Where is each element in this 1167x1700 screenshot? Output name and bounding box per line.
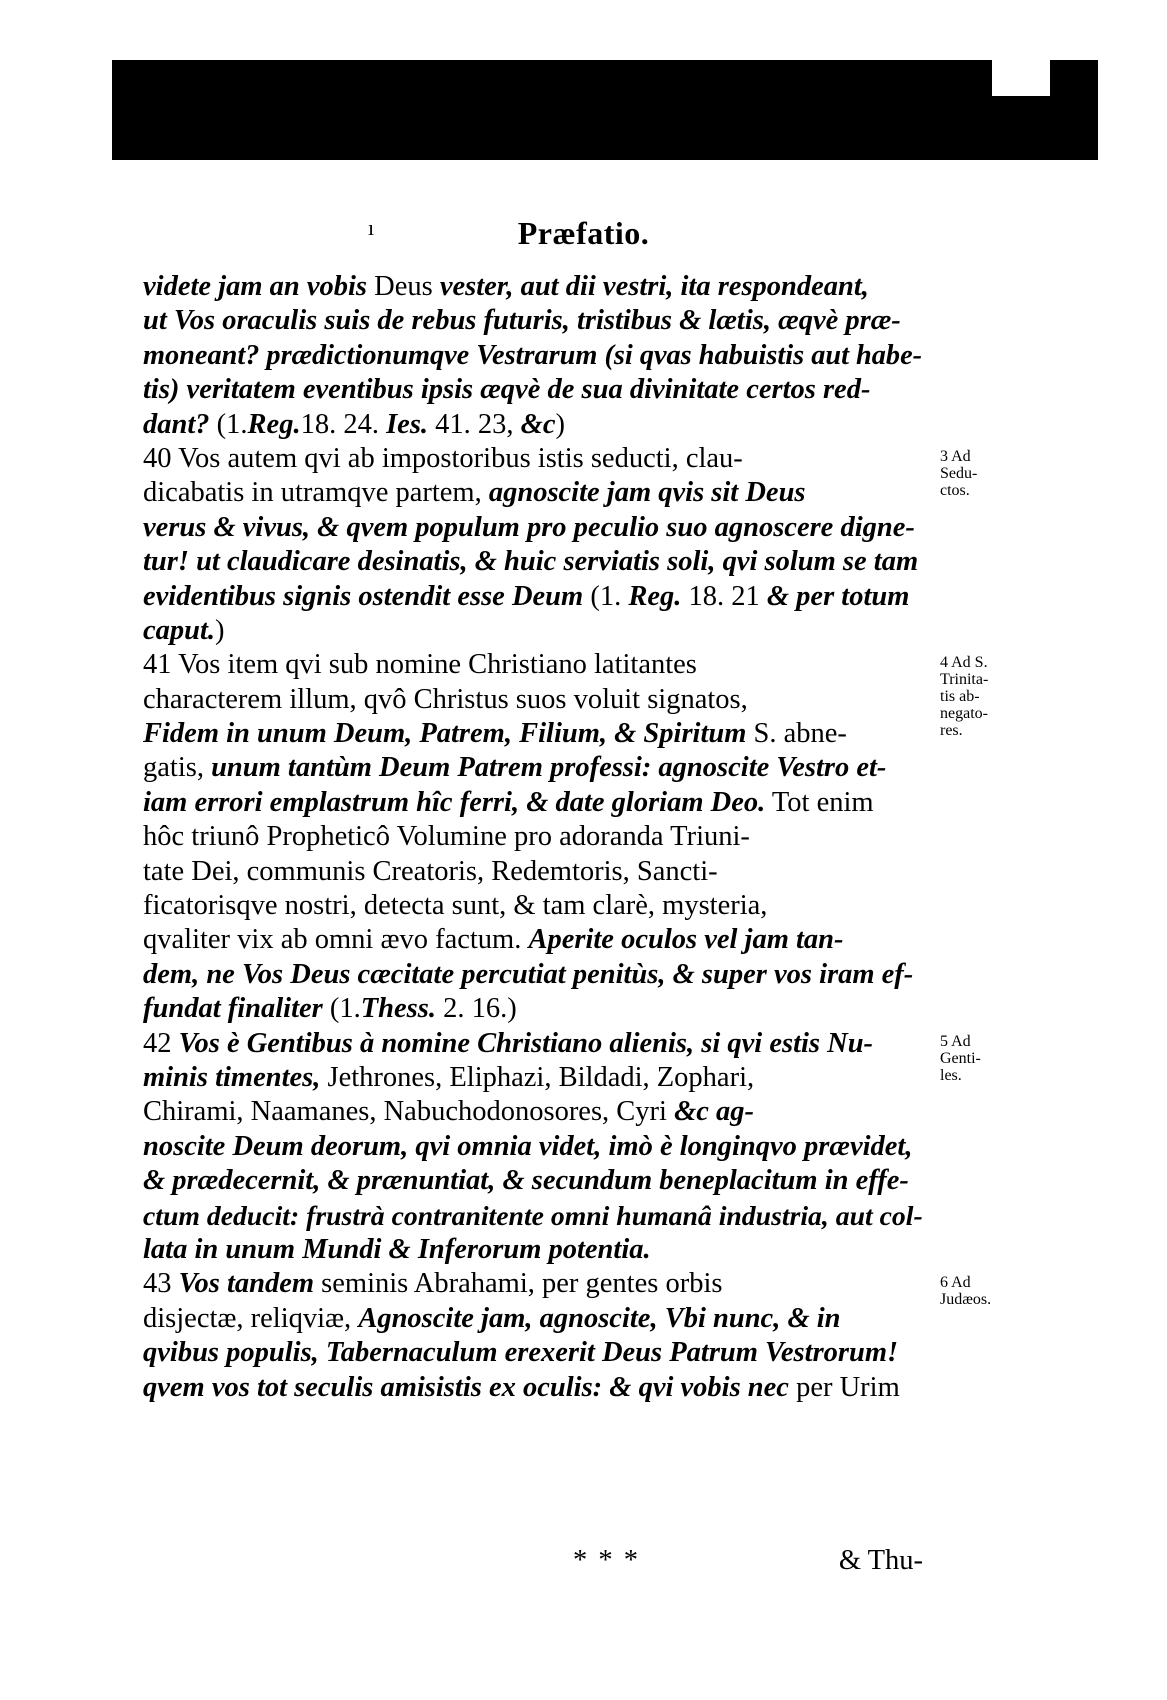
marginal-note (940, 448, 1010, 499)
text-line (143, 855, 923, 889)
text-segment: per Urim (788, 1371, 900, 1403)
text-segment: Thess. (360, 993, 436, 1025)
text-line (143, 1233, 923, 1267)
text-segment: vester, aut dii vestri, ita respondeant, (432, 271, 869, 302)
text-segment: videte jam an vobis (143, 271, 375, 302)
text-line (143, 545, 923, 579)
text-segment: Vos tandem (178, 1268, 315, 1300)
text-segment: (1. (590, 580, 629, 612)
text-segment: minis timentes, (143, 1061, 328, 1093)
text-segment: 43 (143, 1268, 179, 1300)
text-line (143, 889, 923, 923)
marginal-note-line: ctos. (940, 482, 970, 499)
text-segment: evidentibus signis ostendit esse Deum (143, 580, 591, 612)
marginal-note-line: res. (940, 722, 963, 740)
marginal-note-line: Sedu- (940, 465, 978, 482)
marginal-note-line: 4 Ad S. (940, 654, 988, 672)
marginal-note-line: 6 Ad (940, 1273, 971, 1291)
text-segment: qvaliter vix ab omni ævo factum. (143, 924, 529, 956)
text-line (143, 958, 923, 992)
text-line (143, 1199, 923, 1233)
text-segment: hôc triunô Propheticô Volumine pro adoranda Triuni- (143, 821, 750, 853)
marginal-note-line: Trinita- (940, 671, 989, 689)
running-head-mark: ı (368, 215, 375, 240)
text-segment: ficatorisqve nostri, detecta sunt, & tam clarè, mysteria, (143, 890, 768, 922)
text-segment: 18. 24. (300, 408, 387, 440)
marginal-note-line: 3 Ad (940, 448, 971, 465)
text-segment: Agnoscite jam, agnoscite, Vbi nunc, & in (358, 1302, 841, 1334)
text-segment: &c (520, 408, 556, 440)
text-segment: Vos è Gentibus à nomine Christiano alienis, si qvi estis Nu- (178, 1027, 874, 1059)
text-segment: 18. 21 (681, 580, 767, 612)
text-line (143, 476, 923, 510)
main-text (143, 270, 923, 1405)
text-segment: lata in unum Mundi & Inferorum potentia. (143, 1233, 651, 1265)
text-segment: gatis, (143, 752, 212, 784)
text-segment: Deus (374, 271, 433, 302)
text-line (143, 820, 923, 854)
page-title: Præfatio. (517, 215, 650, 251)
text-segment: seminis Abrahami, per gentes orbis (314, 1268, 723, 1300)
marginal-note (940, 654, 1010, 739)
page-footer (143, 1545, 923, 1579)
text-segment: tur! ut claudicare desinatis, & huic serviatis soli, qvi solum se tam (143, 546, 919, 578)
text-segment: Fidem in unum Deum, Patrem, Filium, & Spiritum (143, 718, 747, 750)
text-segment: tate Dei, communis Creatoris, Redemtoris, Sancti- (143, 855, 718, 887)
text-line (143, 1267, 923, 1301)
text-segment: dem, ne Vos Deus cæcitate percutiat penitùs, & super vos iram ef- (143, 958, 914, 990)
marginal-note-line: Judæos. (940, 1290, 992, 1308)
marginal-note (940, 1033, 1010, 1084)
text-segment: fundat finaliter (143, 993, 330, 1025)
text-line (143, 992, 923, 1026)
text-line (143, 373, 923, 407)
text-segment: & prædecernit, & prænuntiat, & secundum beneplacitum in effe- (143, 1165, 909, 1197)
text-segment: Chirami, Naamanes, Nabuchodonosores, Cyri (143, 1096, 675, 1128)
text-segment: Reg. (628, 580, 682, 612)
text-segment: ) (555, 408, 565, 440)
text-line (143, 511, 923, 545)
text-segment: Tot enim (765, 786, 874, 818)
marginal-note-line: negato- (940, 705, 988, 723)
text-line (143, 648, 923, 682)
text-segment: ut Vos oraculis suis de rebus futuris, tristibus & lætis, æqvè præ- (143, 305, 901, 337)
text-line (143, 751, 923, 785)
text-segment: (1. (329, 993, 361, 1025)
text-line (143, 408, 923, 442)
text-segment: tis) veritatem eventibus ipsis æqvè de sua divinitate certos red- (143, 374, 871, 406)
text-line (143, 786, 923, 820)
text-segment: Reg. (247, 408, 301, 440)
text-segment: verus & vivus, & qvem populum pro peculio suo agnoscere digne- (143, 511, 915, 543)
text-segment: & per totum (766, 580, 910, 612)
text-segment: &c ag- (674, 1096, 755, 1128)
text-line (143, 442, 923, 476)
text-segment: moneant? prædictionumqve Vestrarum (si qvas habuistis aut habe- (143, 339, 923, 371)
text-segment: dicabatis in utramqve partem, (143, 477, 489, 509)
text-segment: qvem vos tot seculis amisistis ex oculis: & qvi vobis nec (143, 1371, 789, 1403)
text-segment: ctum deducit: frustrà contranitente omni humanâ industria, aut col- (143, 1199, 923, 1231)
marginal-note (940, 1274, 1010, 1308)
marginal-note-line: 5 Ad (940, 1032, 971, 1050)
text-line (143, 1061, 923, 1095)
marginal-note-line: Genti- (940, 1049, 981, 1067)
text-segment: agnoscite jam qvis sit Deus (488, 477, 806, 509)
text-line (143, 1130, 923, 1164)
text-line (143, 270, 923, 304)
text-segment: Ies. (386, 408, 429, 440)
text-line (143, 683, 923, 717)
text-segment: ) (215, 614, 225, 646)
text-segment: qvibus populis, Tabernaculum erexerit Deus Patrum Vestrorum! (143, 1337, 899, 1369)
text-segment: unum tantùm Deum Patrem professi: agnoscite Vestro et- (211, 752, 887, 784)
text-segment: 41. 23, (428, 408, 521, 440)
text-segment: 42 (143, 1027, 179, 1059)
text-segment: 40 Vos autem qvi ab impostoribus istis seducti, clau- (143, 442, 743, 474)
text-segment: Jethrones, Eliphazi, Bildadi, Zophari, (327, 1061, 755, 1093)
catchword: & Thu- (838, 1545, 923, 1576)
text-line (143, 1371, 923, 1405)
signature-mark: * * * (573, 1545, 640, 1576)
text-segment: iam errori emplastrum hîc ferri, & date gloriam Deo. (143, 786, 766, 818)
text-segment: disjectæ, reliqviæ, (143, 1302, 359, 1334)
text-line (143, 717, 923, 751)
text-line (143, 1302, 923, 1336)
text-segment: caput. (143, 614, 216, 646)
text-segment: Aperite oculos vel jam tan- (528, 924, 844, 956)
text-line (143, 580, 923, 614)
text-segment: (1. (216, 408, 248, 440)
text-segment: dant? (143, 408, 217, 440)
text-line (143, 614, 923, 648)
marginal-note-line: tis ab- (940, 688, 980, 706)
text-line (143, 1164, 923, 1198)
text-line (143, 1336, 923, 1370)
text-line (143, 1095, 923, 1129)
text-segment: S. abne- (746, 718, 847, 750)
scan-border-bar (112, 60, 1098, 160)
text-segment: 41 Vos item qvi sub nomine Christiano latitantes (143, 649, 697, 681)
text-line (143, 339, 923, 373)
marginal-note-line: les. (940, 1066, 962, 1084)
text-line (143, 304, 923, 338)
text-segment: noscite Deum deorum, qvi omnia videt, imò è longinqvo prævidet, (143, 1130, 913, 1162)
text-line (143, 923, 923, 957)
scan-border-notch (992, 60, 1050, 96)
text-segment: 2. 16.) (435, 993, 517, 1025)
running-head (0, 215, 1167, 252)
text-segment: characterem illum, qvô Christus suos voluit signatos, (143, 683, 748, 715)
text-line (143, 1027, 923, 1061)
